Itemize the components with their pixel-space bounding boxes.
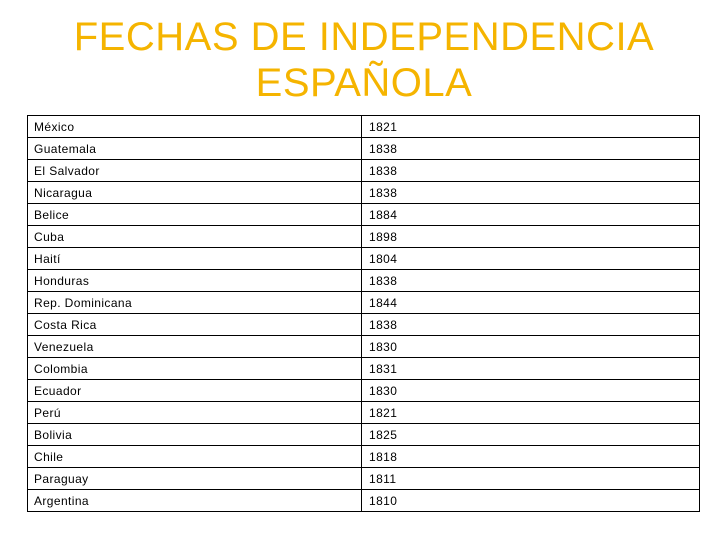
year-cell: 1838 <box>362 314 700 336</box>
table-row <box>28 116 700 138</box>
table-row <box>28 358 700 380</box>
year-cell: 1838 <box>362 160 700 182</box>
country-cell: Honduras <box>28 270 362 292</box>
year-cell: 1804 <box>362 248 700 270</box>
year-cell: 1838 <box>362 270 700 292</box>
slide-title-line-2: ESPAÑOLA <box>255 61 473 105</box>
year-cell: 1825 <box>362 424 700 446</box>
country-cell: México <box>28 116 362 138</box>
year-cell: 1838 <box>362 182 700 204</box>
table-row <box>28 138 700 160</box>
country-cell: Nicaragua <box>28 182 362 204</box>
table-row <box>28 226 700 248</box>
country-cell: Venezuela <box>28 336 362 358</box>
table-row <box>28 446 700 468</box>
year-cell: 1810 <box>362 490 700 512</box>
country-cell: Belice <box>28 204 362 226</box>
year-cell: 1821 <box>362 402 700 424</box>
year-cell: 1811 <box>362 468 700 490</box>
year-cell: 1831 <box>362 358 700 380</box>
country-cell: Paraguay <box>28 468 362 490</box>
year-cell: 1838 <box>362 138 700 160</box>
country-cell: Perú <box>28 402 362 424</box>
country-cell: Guatemala <box>28 138 362 160</box>
year-cell: 1830 <box>362 336 700 358</box>
country-cell: Bolivia <box>28 424 362 446</box>
country-cell: Rep. Dominicana <box>28 292 362 314</box>
table-row <box>28 248 700 270</box>
table-row <box>28 314 700 336</box>
table-row <box>28 270 700 292</box>
table-row <box>28 468 700 490</box>
country-cell: Chile <box>28 446 362 468</box>
country-cell: El Salvador <box>28 160 362 182</box>
table-row <box>28 336 700 358</box>
year-cell: 1818 <box>362 446 700 468</box>
table-row <box>28 490 700 512</box>
table-row <box>28 160 700 182</box>
year-cell: 1844 <box>362 292 700 314</box>
table-row <box>28 204 700 226</box>
year-cell: 1830 <box>362 380 700 402</box>
country-cell: Ecuador <box>28 380 362 402</box>
country-cell: Haití <box>28 248 362 270</box>
country-cell: Cuba <box>28 226 362 248</box>
country-cell: Argentina <box>28 490 362 512</box>
slide-title <box>0 14 728 106</box>
country-cell: Colombia <box>28 358 362 380</box>
table-row <box>28 402 700 424</box>
country-cell: Costa Rica <box>28 314 362 336</box>
independence-table-body <box>28 116 700 512</box>
year-cell: 1884 <box>362 204 700 226</box>
year-cell: 1898 <box>362 226 700 248</box>
table-row <box>28 380 700 402</box>
table-row <box>28 292 700 314</box>
independence-table <box>27 115 700 512</box>
table-row <box>28 424 700 446</box>
slide-title-line-1: FECHAS DE INDEPENDENCIA <box>73 15 655 59</box>
year-cell: 1821 <box>362 116 700 138</box>
table-row <box>28 182 700 204</box>
